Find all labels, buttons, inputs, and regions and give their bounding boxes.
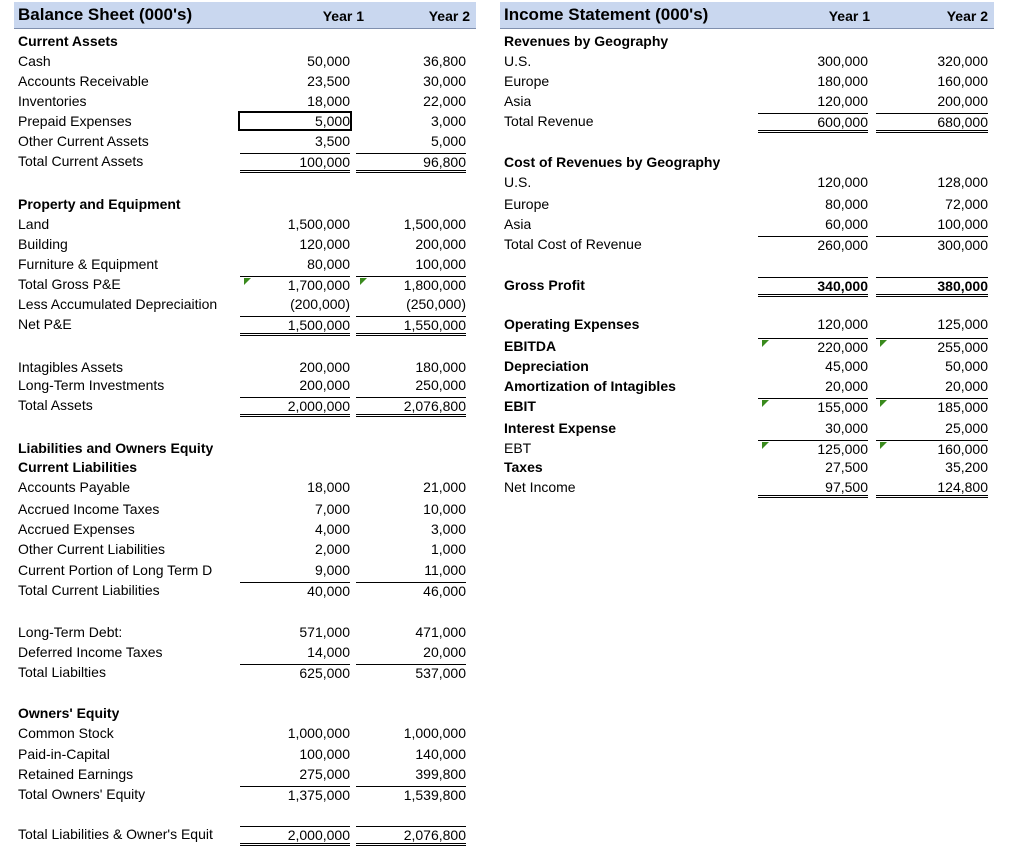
balance-sheet-year1-value: 9,000 xyxy=(314,562,350,578)
balance-sheet-row-label: Current Portion of Long Term D xyxy=(18,562,213,578)
income-statement-row-label: Gross Profit xyxy=(504,277,585,293)
income-statement-row-label: Net Income xyxy=(504,479,576,495)
formula-warning-icon xyxy=(762,400,769,407)
income-statement-row-label: Amortization of Intagibles xyxy=(504,378,676,394)
balance-sheet-row-label: Long-Term Investments xyxy=(18,377,165,393)
income-statement-row-label: Asia xyxy=(504,93,532,109)
income-statement-col-year1: Year 1 xyxy=(828,8,870,24)
balance-sheet-row-label: Total Current Assets xyxy=(18,153,144,169)
balance-sheet-year2-value: 200,000 xyxy=(415,236,466,252)
balance-sheet-row-label: Inventories xyxy=(18,93,87,109)
balance-sheet-row-label: Cash xyxy=(18,53,51,69)
income-statement-year2-value: 25,000 xyxy=(945,420,988,436)
income-statement-row-label: Total Revenue xyxy=(504,113,594,129)
income-statement-year2-value: 300,000 xyxy=(876,236,988,253)
balance-sheet-year2-value: 537,000 xyxy=(356,664,466,681)
income-statement-year1-value: 300,000 xyxy=(817,53,868,69)
formula-warning-icon xyxy=(244,278,251,285)
income-statement-row-label: Europe xyxy=(504,73,550,89)
balance-sheet-year1-value: 18,000 xyxy=(307,93,350,109)
income-statement-year2-value: 380,000 xyxy=(876,277,988,297)
balance-sheet-row-label: Other Current Liabilities xyxy=(18,541,166,557)
balance-sheet-row-label: Other Current Assets xyxy=(18,133,149,149)
income-statement-year1-value: 120,000 xyxy=(817,174,868,190)
balance-sheet-year2-value: 180,000 xyxy=(415,359,466,375)
balance-sheet-year2-value: 11,000 xyxy=(424,562,466,578)
balance-sheet-year2-value: 1,500,000 xyxy=(403,216,466,232)
balance-sheet-title: Balance Sheet (000's) xyxy=(18,5,193,24)
balance-sheet-year2-value: 140,000 xyxy=(415,746,466,762)
balance-sheet-row-label: Intagibles Assets xyxy=(18,359,124,375)
balance-sheet-col-year1: Year 1 xyxy=(322,8,364,24)
balance-sheet-year2-value: 399,800 xyxy=(415,766,466,782)
balance-sheet-year2-value: (250,000) xyxy=(406,296,466,312)
balance-sheet-row-label: Less Accumulated Depreciaition xyxy=(18,296,218,312)
income-statement-row-label: Total Cost of Revenue xyxy=(504,236,642,252)
balance-sheet-row-label: Net P&E xyxy=(18,316,72,332)
balance-sheet-row-label: Deferred Income Taxes xyxy=(18,644,163,660)
balance-sheet-year1-value: 100,000 xyxy=(240,153,350,173)
balance-sheet-year2-value: 3,000 xyxy=(430,113,466,129)
balance-sheet-row-label: Common Stock xyxy=(18,725,114,741)
balance-sheet-year2-value: 3,000 xyxy=(430,521,466,537)
balance-sheet-year2-value: 1,000,000 xyxy=(403,725,466,741)
balance-sheet-year2-value: 1,539,800 xyxy=(356,786,466,803)
income-statement-year1-value: 220,000 xyxy=(758,338,868,355)
balance-sheet-row-label: Accrued Expenses xyxy=(18,521,135,537)
income-statement-title: Income Statement (000's) xyxy=(504,5,709,24)
balance-sheet-year2-value: 46,000 xyxy=(356,582,466,599)
balance-sheet-year2-value: 1,800,000 xyxy=(356,276,466,293)
balance-sheet-row-label: Total Current Liabilities xyxy=(18,582,160,598)
income-statement-year2-value: 200,000 xyxy=(937,93,988,109)
balance-sheet-row-label: Accounts Payable xyxy=(18,479,131,495)
income-statement-col-year2: Year 2 xyxy=(946,8,988,24)
income-statement-year1-value: 45,000 xyxy=(825,358,868,374)
income-statement-year2-value: 35,200 xyxy=(945,459,988,475)
income-statement-year2-value: 320,000 xyxy=(937,53,988,69)
balance-sheet-row-label: Total Owners' Equity xyxy=(18,786,146,802)
balance-sheet-year1-value: 275,000 xyxy=(299,766,350,782)
balance-sheet-year2-value: 1,000 xyxy=(430,541,466,557)
balance-sheet-year1-value: 14,000 xyxy=(307,644,350,660)
income-statement-row-label: Taxes xyxy=(504,459,543,475)
balance-sheet-year1-value: 2,000,000 xyxy=(240,826,350,846)
balance-sheet-year2-value: 20,000 xyxy=(423,644,466,660)
income-statement-row-label: U.S. xyxy=(504,174,532,190)
balance-sheet-year2-value: 10,000 xyxy=(423,501,466,517)
balance-sheet-header xyxy=(14,2,476,29)
balance-sheet-year1-value: 80,000 xyxy=(307,256,350,272)
income-statement-year1-value: 97,500 xyxy=(758,479,868,498)
balance-sheet-row-label: Long-Term Debt: xyxy=(18,624,123,640)
income-statement-row-label: Depreciation xyxy=(504,358,589,374)
formula-warning-icon xyxy=(880,340,887,347)
balance-sheet-row-label: Accounts Receivable xyxy=(18,73,149,89)
formula-warning-icon xyxy=(880,400,887,407)
income-statement-year1-value: 260,000 xyxy=(758,236,868,253)
balance-sheet-row-label: Total Liabilties xyxy=(18,664,106,680)
balance-sheet-year2-value: 1,550,000 xyxy=(356,316,466,336)
balance-sheet-year2-value: 100,000 xyxy=(415,256,466,272)
income-statement-year2-value: 128,000 xyxy=(937,174,988,190)
balance-sheet-year2-value: 36,800 xyxy=(423,53,466,69)
balance-sheet-year1-value: 7,000 xyxy=(314,501,350,517)
balance-sheet-year1-value: 1,700,000 xyxy=(240,276,350,293)
balance-sheet-row-label: Liabilities and Owners Equity xyxy=(18,440,214,456)
income-statement-year1-value: 340,000 xyxy=(758,277,868,297)
income-statement-year2-value: 125,000 xyxy=(937,316,988,332)
income-statement-year1-value: 20,000 xyxy=(825,378,868,394)
balance-sheet-row-label: Current Assets xyxy=(18,33,118,49)
balance-sheet-row-label: Property and Equipment xyxy=(18,196,181,212)
balance-sheet-row-label: Land xyxy=(18,216,50,232)
balance-sheet-row-label: Building xyxy=(18,236,68,252)
income-statement-year1-value: 155,000 xyxy=(758,398,868,415)
balance-sheet-year1-value: 1,500,000 xyxy=(240,316,350,336)
balance-sheet-year2-value: 5,000 xyxy=(430,133,466,149)
income-statement-year1-value: 120,000 xyxy=(817,93,868,109)
balance-sheet-year1-value: 1,000,000 xyxy=(287,725,350,741)
income-statement-year2-value: 160,000 xyxy=(876,440,988,457)
balance-sheet-year2-value: 2,076,800 xyxy=(356,397,466,417)
balance-sheet-year1-value: 200,000 xyxy=(299,359,350,375)
balance-sheet-year1-value: 4,000 xyxy=(314,521,350,537)
income-statement-row-label: Interest Expense xyxy=(504,420,617,436)
balance-sheet-year1-value: 1,500,000 xyxy=(287,216,350,232)
balance-sheet-year1-value: (200,000) xyxy=(290,296,350,312)
income-statement-year1-value: 80,000 xyxy=(825,196,868,212)
income-statement-row-label: U.S. xyxy=(504,53,532,69)
balance-sheet-row-label: Paid-in-Capital xyxy=(18,746,110,762)
balance-sheet-year1-value: 3,500 xyxy=(314,133,350,149)
income-statement-row-label: Asia xyxy=(504,216,532,232)
income-statement-row-label: Operating Expenses xyxy=(504,316,640,332)
balance-sheet-year2-value: 30,000 xyxy=(423,73,466,89)
income-statement-year2-value: 255,000 xyxy=(876,338,988,355)
formula-warning-icon xyxy=(360,278,367,285)
income-statement-year2-value: 680,000 xyxy=(876,113,988,133)
balance-sheet-row-label: Prepaid Expenses xyxy=(18,113,132,129)
balance-sheet-year2-value: 96,800 xyxy=(356,153,466,173)
balance-sheet-year2-value: 22,000 xyxy=(423,93,466,109)
balance-sheet-year1-value: 40,000 xyxy=(240,582,350,599)
income-statement-year1-value: 125,000 xyxy=(758,440,868,457)
formula-warning-icon xyxy=(762,340,769,347)
balance-sheet-col-year2: Year 2 xyxy=(428,8,470,24)
formula-warning-icon xyxy=(880,442,887,449)
income-statement-row-label: EBIT xyxy=(504,398,536,414)
income-statement-row-label: EBT xyxy=(504,440,532,456)
balance-sheet-year1-value: 120,000 xyxy=(299,236,350,252)
balance-sheet-row-label: Total Assets xyxy=(18,397,93,413)
formula-warning-icon xyxy=(762,442,769,449)
balance-sheet-year1-value: 23,500 xyxy=(307,73,350,89)
balance-sheet-row-label: Retained Earnings xyxy=(18,766,134,782)
balance-sheet-row-label: Owners' Equity xyxy=(18,705,120,721)
balance-sheet-row-label: Accrued Income Taxes xyxy=(18,501,160,517)
balance-sheet-year1-value: 571,000 xyxy=(299,624,350,640)
income-statement-year2-value: 100,000 xyxy=(937,216,988,232)
balance-sheet-year1-value: 1,375,000 xyxy=(240,786,350,803)
balance-sheet-year1-value: 625,000 xyxy=(240,664,350,681)
balance-sheet-row-label: Current Liabilities xyxy=(18,459,138,475)
income-statement-year2-value: 20,000 xyxy=(945,378,988,394)
income-statement-year1-value: 180,000 xyxy=(817,73,868,89)
income-statement-year1-value: 120,000 xyxy=(817,316,868,332)
balance-sheet-year1-value: 50,000 xyxy=(307,53,350,69)
balance-sheet-year1-value: 100,000 xyxy=(299,746,350,762)
balance-sheet-selected-cell[interactable]: 5,000 xyxy=(240,113,350,129)
income-statement-header xyxy=(500,2,994,29)
income-statement-year1-value: 30,000 xyxy=(825,420,868,436)
income-statement-year2-value: 124,800 xyxy=(876,479,988,498)
balance-sheet-year2-value: 2,076,800 xyxy=(356,826,466,846)
income-statement-row-label: EBITDA xyxy=(504,338,557,354)
income-statement-row-label: Revenues by Geography xyxy=(504,33,669,49)
balance-sheet-year1-value: 2,000 xyxy=(314,541,350,557)
balance-sheet-year1-value: 200,000 xyxy=(299,377,350,393)
balance-sheet-row-label: Total Liabilities & Owner's Equit xyxy=(18,826,213,842)
income-statement-year1-value: 60,000 xyxy=(825,216,868,232)
income-statement-year1-value: 600,000 xyxy=(758,113,868,133)
balance-sheet-year2-value: 471,000 xyxy=(415,624,466,640)
income-statement-year2-value: 185,000 xyxy=(876,398,988,415)
income-statement-year1-value: 27,500 xyxy=(825,459,868,475)
balance-sheet-row-label: Total Gross P&E xyxy=(18,276,121,292)
income-statement-row-label: Cost of Revenues by Geography xyxy=(504,154,721,170)
balance-sheet-row-label: Furniture & Equipment xyxy=(18,256,159,272)
income-statement-year2-value: 160,000 xyxy=(937,73,988,89)
balance-sheet-year1-value: 2,000,000 xyxy=(240,397,350,417)
balance-sheet-year2-value: 250,000 xyxy=(415,377,466,393)
income-statement-year2-value: 50,000 xyxy=(945,358,988,374)
balance-sheet-year1-value: 18,000 xyxy=(307,479,350,495)
income-statement-year2-value: 72,000 xyxy=(945,196,988,212)
balance-sheet-year2-value: 21,000 xyxy=(423,479,466,495)
income-statement-row-label: Europe xyxy=(504,196,550,212)
